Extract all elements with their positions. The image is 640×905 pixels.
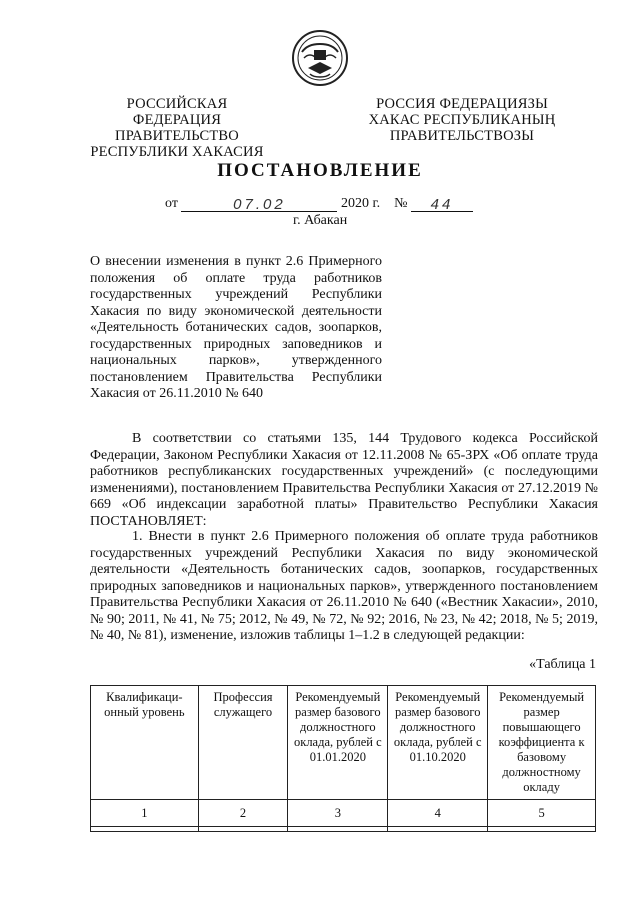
table-header-cell: Рекомендуемый размер повышающего коэффициента к базовому должностному окладу bbox=[488, 686, 596, 800]
body-paragraph-1 bbox=[90, 431, 598, 530]
paragraph-text: В соответствии со статьями 135, 144 Трудового кодекса Российской Федерации, Законом Республики Хакасия от 12.11.2008 № 65-ЗРХ «Об оплате труда работников республиканских государственных учреждений» (с последующими изменениями), постановлением Правительства Республики Хакасия от 27.12.2019 № 669 «Об индексации заработной платы» Правительство Республики Хакасия ПОСТАНОВЛЯЕТ: bbox=[90, 431, 598, 529]
table-header-cell: Квалификаци-онный уровень bbox=[91, 686, 199, 800]
subject-paragraph: О внесении изменения в пункт 2.6 Примерного положения об оплате труда работников государственных учреждений Республики Хакасия по виду экономической деятельности «Деятельность ботанических садов, зоопарков, государственных природных заповедников и национальных парков», утвержденного постановлением Правительства Республики Хакасия от 26.11.2010 № 640 bbox=[90, 254, 382, 401]
header-left-line: РЕСПУБЛИКИ ХАКАСИЯ bbox=[90, 144, 264, 160]
table-number-cell: 5 bbox=[488, 800, 596, 827]
table-label: «Таблица 1 bbox=[529, 657, 596, 672]
table-number-row bbox=[91, 800, 596, 827]
city: г. Абакан bbox=[293, 213, 348, 228]
table-gap-row bbox=[91, 827, 596, 832]
salary-table bbox=[90, 685, 596, 832]
date-field bbox=[181, 196, 337, 212]
header-right-line: ПРАВИТЕЛЬСТВОЗЫ bbox=[389, 128, 535, 144]
body-paragraph-2 bbox=[90, 529, 598, 645]
document-title: ПОСТАНОВЛЕНИЕ bbox=[217, 160, 423, 181]
table-header-cell: Рекомендуемый размер базового должностного оклада, рублей с 01.10.2020 bbox=[388, 686, 488, 800]
paragraph-text: 1. Внести в пункт 2.6 Примерного положения об оплате труда работников государственных учреждений Республики Хакасия по виду экономической деятельности «Деятельность ботанических садов, зоопарков, государственных природных заповедников и национальных парков», утвержденного постановлением Правительства Республики Хакасия от 26.11.2010 № 640 («Вестник Хакасии», 2010, № 90; 2011, № 41, № 75; 2012, № 49, № 72, № 92; 2016, № 23, № 42; 2018, № 5; 2019, № 40, № 81), изменение, изложив таблицы 1–1.2 в следующей редакции: bbox=[90, 529, 598, 643]
table-header-cell: Профессия служащего bbox=[198, 686, 288, 800]
table-number-cell: 4 bbox=[388, 800, 488, 827]
header-right bbox=[362, 96, 562, 144]
table-number-cell: 1 bbox=[91, 800, 199, 827]
table-number-cell: 2 bbox=[198, 800, 288, 827]
table-header-row bbox=[91, 686, 596, 800]
date-year: 2020 г. bbox=[340, 196, 381, 211]
number-sign: № bbox=[394, 196, 408, 211]
header-left bbox=[82, 96, 272, 160]
table-number-cell: 3 bbox=[288, 800, 388, 827]
number-handwritten: 44 bbox=[430, 196, 454, 213]
date-prefix: от bbox=[165, 196, 178, 211]
header-left-line: ПРАВИТЕЛЬСТВО bbox=[115, 128, 239, 144]
coat-of-arms-icon bbox=[290, 28, 350, 88]
table-header-cell: Рекомендуемый размер базового должностного оклада, рублей с 01.01.2020 bbox=[288, 686, 388, 800]
number-field bbox=[411, 196, 473, 212]
header-right-line: РОССИЯ ФЕДЕРАЦИЯЗЫ bbox=[376, 96, 548, 112]
header-left-line: РОССИЙСКАЯ ФЕДЕРАЦИЯ bbox=[126, 96, 228, 128]
date-line bbox=[165, 196, 473, 212]
date-handwritten: 07.02 bbox=[233, 196, 286, 213]
header-right-line: ХАКАС РЕСПУБЛИКАНЫҢ bbox=[368, 112, 556, 128]
